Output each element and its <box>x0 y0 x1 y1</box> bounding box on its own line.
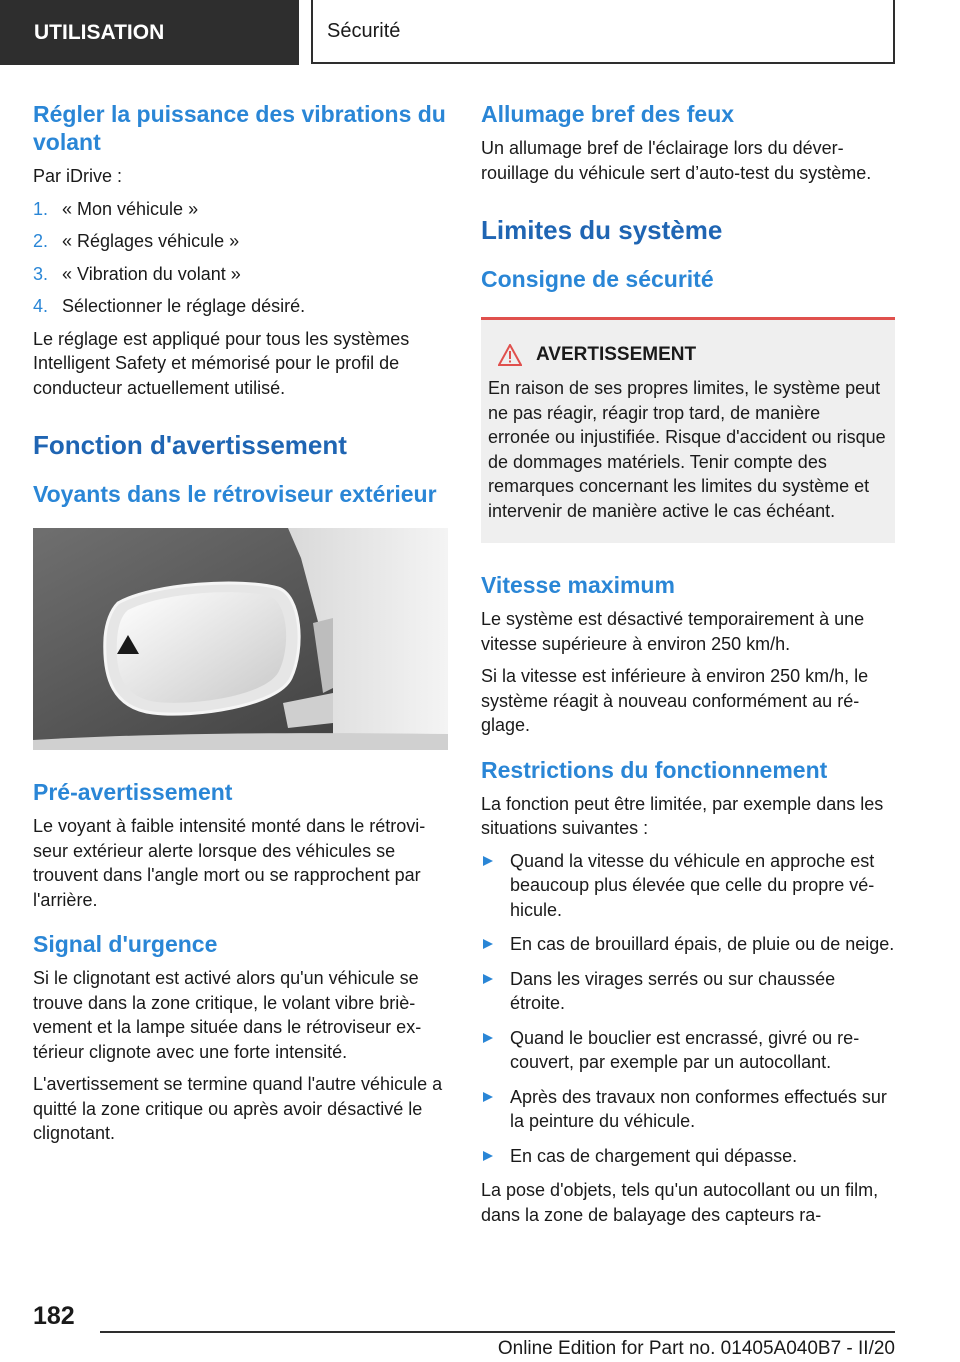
heading-pre-warning: Pré-avertissement <box>33 779 233 805</box>
heading-system-limits: Limites du système <box>481 215 723 245</box>
list-item-text: En cas de brouillard épais, de pluie ou de neige. <box>510 934 895 954</box>
header-chapter-tab: Sécurité <box>311 0 895 64</box>
step-number: 1. <box>33 198 49 219</box>
footer-divider <box>100 1331 895 1333</box>
left-column <box>33 100 448 1154</box>
heading-brief-lights: Allumage bref des feux <box>481 101 735 127</box>
warning-box <box>481 317 895 543</box>
triangle-bullet-icon <box>483 1033 493 1043</box>
triangle-bullet-icon <box>483 1151 493 1161</box>
list-item <box>481 1085 895 1134</box>
pre-warning-text: Le voyant à faible intensité monté dans le rétroviseur extérieur alerte lorsque des véhicules se trouvent dans l'angle mort ou se rapprochent par l'arrière. <box>33 816 426 910</box>
list-item-text: En cas de chargement qui dépasse. <box>510 1145 798 1166</box>
triangle-bullet-icon <box>483 974 493 984</box>
restrictions-intro: La fonction peut être limitée, par exemple dans les situations suivantes : <box>481 793 884 838</box>
page-number: 182 <box>33 1302 75 1330</box>
step-item <box>33 229 448 254</box>
triangle-bullet-icon <box>483 939 493 949</box>
step-text: Sélectionner le réglage désiré. <box>62 296 306 316</box>
heading-vibration: Régler la puissance des vibrations du volant <box>33 101 446 155</box>
list-item-text: Dans les virages serrés ou sur chaussée étroite. <box>510 968 836 1013</box>
heading-emergency-signal: Signal d'urgence <box>33 931 218 957</box>
step-item <box>33 294 448 319</box>
step-number: 2. <box>33 231 49 251</box>
triangle-bullet-icon <box>483 856 493 866</box>
list-item <box>481 967 895 1016</box>
step-text: « Mon véhicule » <box>62 198 199 219</box>
brief-lights-text: Un allumage bref de l'éclairage lors du déverrouillage du véhicule sert d’auto-test du système. <box>481 138 872 183</box>
list-item <box>481 932 895 957</box>
list-item <box>481 1144 895 1169</box>
closing-text: La pose d'objets, tels qu'un autocollant ou un film, dans la zone de balayage des capteurs ra- <box>481 1180 879 1225</box>
right-column <box>481 100 895 1235</box>
triangle-bullet-icon <box>483 1092 493 1102</box>
max-speed-text-1: Le système est désactivé temporairement à une vitesse supérieure à environ 250 km/h. <box>481 609 865 654</box>
step-text: « Réglages véhicule » <box>62 231 240 251</box>
heading-restrictions: Restrictions du fonctionnement <box>481 756 828 783</box>
warning-title <box>498 342 887 368</box>
emergency-text-2: L'avertissement se termine quand l'autre véhicule a quitté la zone critique ou après avoir désactivé le clignotant. <box>33 1074 443 1143</box>
step-number: 3. <box>33 263 49 284</box>
heading-safety-note: Consigne de sécurité <box>481 266 714 292</box>
heading-warning-function: Fonction d'avertissement <box>33 430 347 460</box>
mirror-illustration <box>33 528 448 750</box>
list-item <box>481 849 895 923</box>
step-item <box>33 197 448 222</box>
warning-title-text: AVERTISSEMENT <box>536 344 697 365</box>
heading-mirror-lights: Voyants dans le rétroviseur extérieur <box>33 481 437 507</box>
max-speed-text-2: Si la vitesse est inférieure à environ 250 km/h, le système réagit à nouveau conformément au réglage. <box>481 666 869 735</box>
list-item-text: Après des travaux non conformes effectués sur la peinture du véhicule. <box>510 1086 887 1131</box>
list-item-text: Quand la vitesse du véhicule en approche est beaucoup plus élevée que celle du propre véhicule. <box>510 850 875 920</box>
step-item <box>33 262 448 287</box>
footer-edition: Online Edition for Part no. 01405A040B7 - II/20 <box>497 1338 895 1359</box>
idrive-steps <box>33 197 448 319</box>
step-text: « Vibration du volant » <box>62 263 241 284</box>
heading-max-speed: Vitesse maximum <box>481 572 675 598</box>
list-item <box>481 1026 895 1075</box>
list-item-text: Quand le bouclier est encrassé, givré ou recouvert, par exemple par un autocollant. <box>510 1027 860 1072</box>
idrive-intro: Par iDrive : <box>33 166 123 186</box>
restrictions-list <box>481 849 895 1169</box>
header-section-tab: UTILISATION <box>0 0 299 65</box>
vibration-note: Le réglage est appliqué pour tous les systèmes Intelligent Safety et mémorisé pour le profil de conducteur actuellement utilisé. <box>33 328 410 398</box>
step-number: 4. <box>33 296 49 316</box>
warning-icon <box>498 344 522 366</box>
warning-text: En raison de ses propres limites, le système peut ne pas réagir, réagir trop tard, de manière erronée ou injustifiée. Risque d'accident ou risque de dommages matériels. Tenir compte des remarques concernant les limites du système et intervenir de manière active le cas échéant. <box>488 378 886 521</box>
emergency-text-1: Si le clignotant est activé alors qu'un véhicule se trouve dans la zone critique, le volant vibre brièvement et la lampe située dans le rétroviseur extérieur clignote avec une forte intensité. <box>33 968 422 1062</box>
